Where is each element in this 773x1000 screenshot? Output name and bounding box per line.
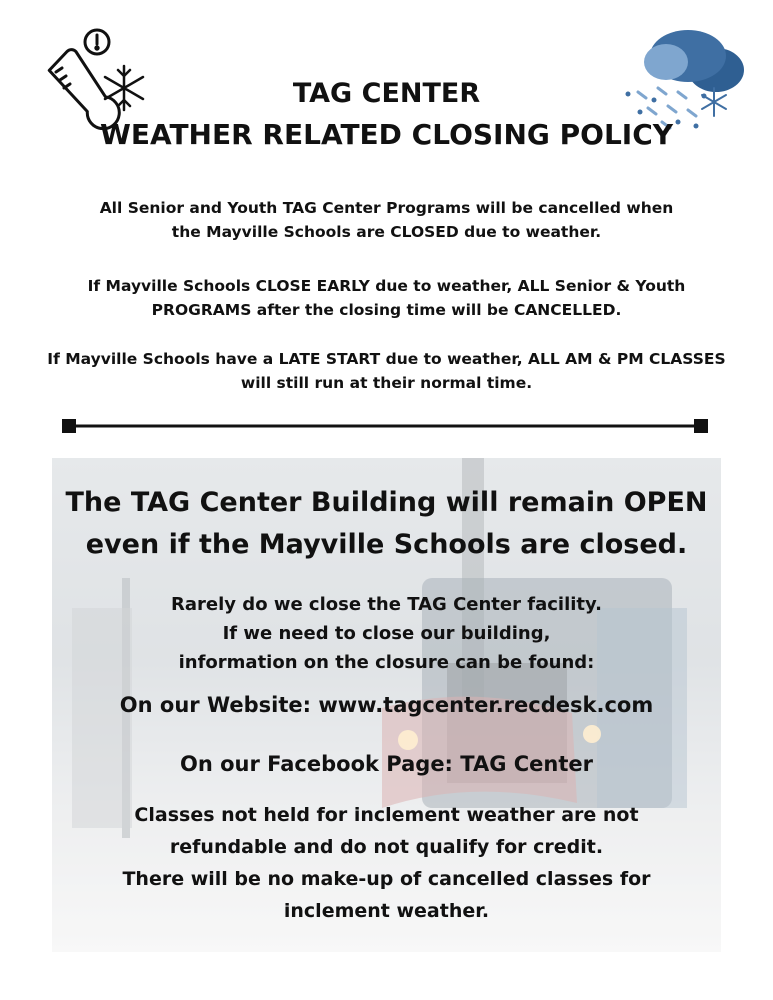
headline-line: even if the Mayville Schools are closed.	[85, 529, 688, 560]
policy-line: PROGRAMS after the closing time will be CANCELLED.	[151, 301, 622, 319]
closure-info	[52, 590, 721, 677]
refund-note	[52, 799, 721, 927]
info-line: Rarely do we close the TAG Center facility.	[171, 594, 602, 615]
policy-line: All Senior and Youth TAG Center Programs will be cancelled when	[99, 199, 674, 217]
policy-schools-closed	[40, 196, 733, 244]
note-line: Classes not held for inclement weather are not	[134, 804, 639, 826]
page-title: TAG CENTER	[292, 78, 481, 109]
website-info: On our Website: www.tagcenter.recdesk.com	[119, 693, 654, 717]
policy-line: If Mayville Schools have a LATE START due to weather, ALL AM & PM CLASSES	[47, 350, 726, 368]
policy-late-start	[40, 347, 733, 395]
note-line: refundable and do not qualify for credit.	[169, 836, 604, 858]
note-line: There will be no make-up of cancelled classes for	[122, 868, 651, 890]
policy-line: the Mayville Schools are CLOSED due to weather.	[171, 223, 602, 241]
facebook-info: On our Facebook Page: TAG Center	[179, 752, 594, 776]
info-line: information on the closure can be found:	[178, 652, 595, 673]
thermometer-alert-icon	[42, 18, 147, 130]
info-line: If we need to close our building,	[222, 623, 551, 644]
policy-line: If Mayville Schools CLOSE EARLY due to weather, ALL Senior & Youth	[87, 277, 686, 295]
divider	[62, 418, 708, 434]
page-subtitle: WEATHER RELATED CLOSING POLICY	[99, 118, 674, 151]
policy-line: will still run at their normal time.	[240, 374, 533, 392]
policy-close-early	[40, 274, 733, 322]
note-line: inclement weather.	[283, 900, 490, 922]
headline-line: The TAG Center Building will remain OPEN	[65, 487, 708, 518]
snow-photo-panel	[52, 458, 721, 952]
open-notice-headline	[52, 482, 721, 566]
